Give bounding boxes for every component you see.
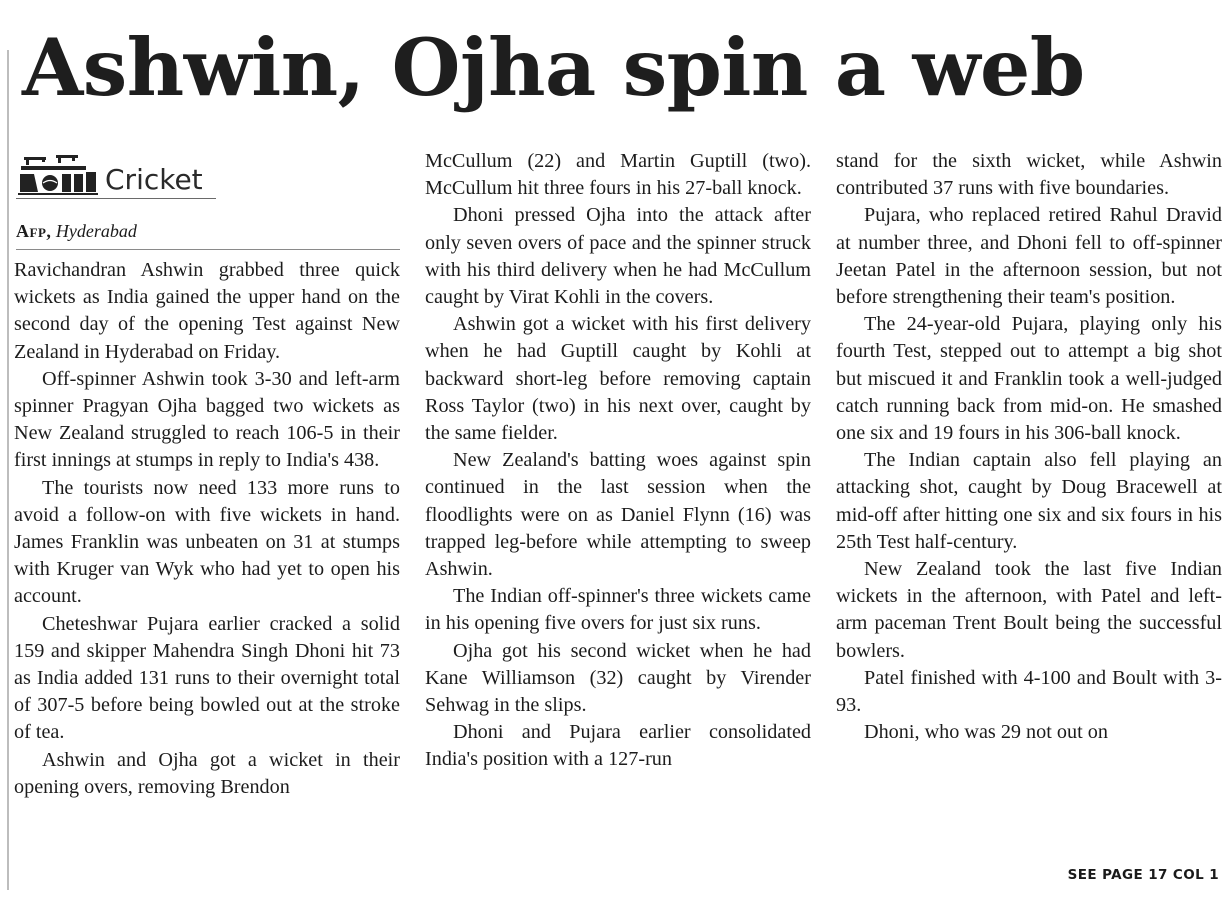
column-1-body [14,257,400,801]
paragraph: New Zealand took the last five Indian wickets in the afternoon, with Patel and left-arm paceman Trent Boult being the successful bowlers. [836,558,1222,662]
byline [16,219,400,250]
section-label: Cricket [105,163,203,196]
paragraph: The Indian captain also fell playing an attacking shot, caught by Doug Bracewell at mid-off after hitting one six and six fours in his 25th Test half-century. [836,449,1222,553]
headline: Ashwin, Ojha spin a web [22,21,1085,114]
column-1 [14,150,400,801]
paragraph: Pujara, who replaced retired Rahul Dravid at number three, and Dhoni fell to off-spinner Jeetan Patel in the afternoon session, but not before strengthening their team's position. [836,204,1222,309]
byline-agency: Afp, [16,221,52,241]
paragraph: Patel finished with 4-100 and Boult with 3-93. [836,666,1222,717]
paragraph: The tourists now need 133 more runs to avoid a follow-on with five wickets in hand. James Franklin was unbeaten on 31 at stumps with Kruger van Wyk who had yet to open his account. [14,476,400,608]
paragraph: Dhoni and Pujara earlier consolidated India's position with a 127-run [425,721,811,771]
paragraph: The 24-year-old Pujara, playing only his fourth Test, stepped out to attempt a big shot but miscued it and Franklin took a well-judged catch running back from mid-on. He smashed one six and 19 fours in his 306-ball knock. [836,313,1222,445]
paragraph: Ashwin got a wicket with his first delivery when he had Guptill caught by Kohli at backward short-leg before removing captain Ross Taylor (two) in his next over, caught by the same fielder. [425,313,811,445]
paragraph: Ashwin and Ojha got a wicket in their opening overs, removing Brendon [14,748,400,798]
continued-jump-line: SEE PAGE 17 COL 1 [1067,867,1219,883]
section-kicker [16,150,216,199]
column-2 [425,148,811,774]
paragraph: Ravichandran Ashwin grabbed three quick wickets as India gained the upper hand on the second day of the opening Test against New Zealand in Hyderabad on Friday. [14,259,400,363]
paragraph: Dhoni pressed Ojha into the attack after only seven overs of pace and the spinner struck with his third delivery when he had McCullum caught by Virat Kohli in the covers. [425,204,811,309]
left-column-rule [7,50,9,890]
paragraph: Off-spinner Ashwin took 3-30 and left-arm spinner Pragyan Ojha bagged two wickets as New Zealand struggled to reach 106-5 in their first innings at stumps in reply to India's 438. [14,367,400,472]
paragraph: Dhoni, who was 29 not out on [864,721,1108,744]
paragraph: Ojha got his second wicket when he had Kane Williamson (32) caught by Virender Sehwag in the slips. [425,639,811,717]
column-3 [836,148,1222,746]
paragraph: Cheteshwar Pujara earlier cracked a solid 159 and skipper Mahendra Singh Dhoni hit 73 as India added 131 runs to their overnight total of 307-5 before being bowled out at the stroke of tea. [14,612,400,744]
cricket-logo-icon [16,152,101,196]
byline-place: Hyderabad [55,221,137,241]
paragraph: The Indian off-spinner's three wickets came in his opening five overs for just six runs. [425,585,811,635]
paragraph: stand for the sixth wicket, while Ashwin contributed 37 runs with five boundaries. [836,150,1222,200]
paragraph: New Zealand's batting woes against spin continued in the last session when the floodlights were on as Daniel Flynn (16) was trapped leg-before while attempting to sweep Ashwin. [425,449,811,581]
paragraph: McCullum (22) and Martin Guptill (two). McCullum hit three fours in his 27-ball knock. [425,150,811,200]
